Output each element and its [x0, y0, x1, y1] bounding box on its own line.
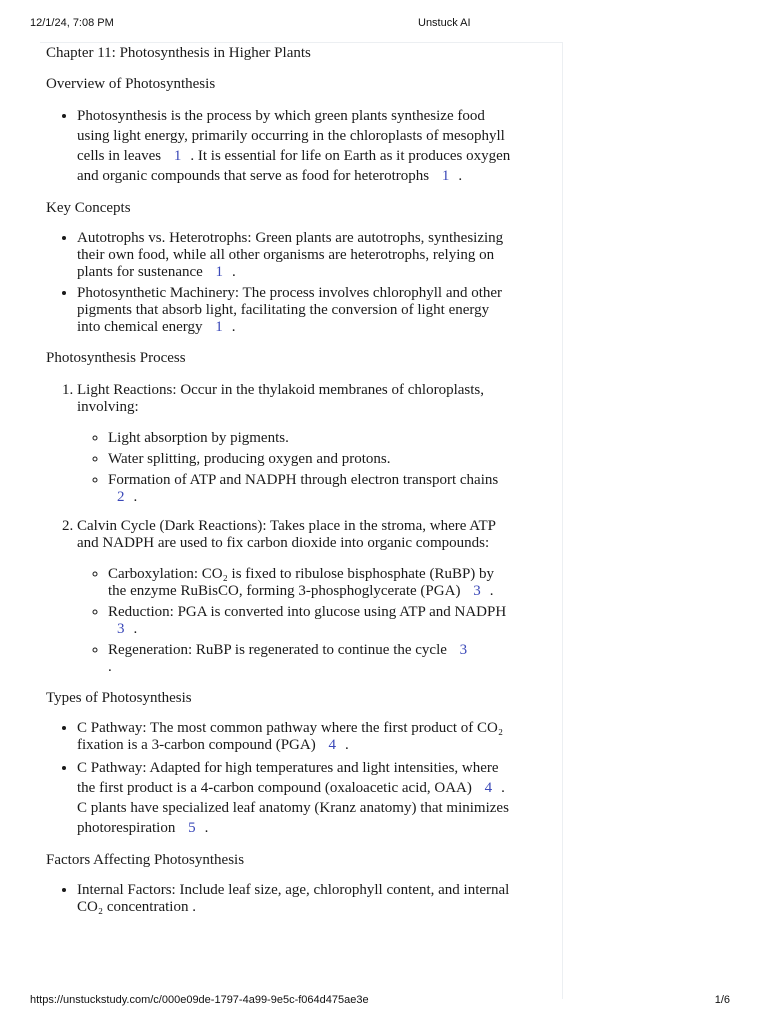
process-step-text: Light Reactions: Occur in the thylakoid membranes of chloroplasts, involving: — [77, 382, 484, 415]
sentence-end: . — [133, 621, 138, 637]
print-header — [30, 15, 738, 31]
process-substep-text: Regeneration: RuBP is regenerated to continue the cycle — [108, 642, 447, 658]
sentence-end: . — [344, 737, 349, 753]
print-date: 12/1/24, 7:08 PM — [30, 17, 114, 29]
overview-text-b: . It is essential for life on Earth as it produces oxygen and organic compounds that serve as food for heterotrophs — [77, 148, 511, 184]
process-substep — [108, 604, 516, 638]
process-step — [77, 518, 516, 676]
type-text: C Pathway: The most common pathway where the first product of CO₂ fixation is a 3-carbon compound (PGA) — [77, 720, 504, 753]
sentence-end: . — [458, 168, 463, 184]
chapter-title: Chapter 11: Photosynthesis in Higher Plants — [46, 45, 311, 61]
factors-list — [46, 882, 516, 916]
print-page-number: 1/6 — [714, 994, 730, 1006]
overview-list — [46, 106, 516, 186]
overview-text-a: Photosynthesis is the process by which green plants synthesize food using light energy, primarily occurring in the chloroplasts of mesophyll cells in leaves — [77, 108, 505, 164]
key-concept-item — [77, 285, 516, 336]
process-step-text: Calvin Cycle (Dark Reactions): Takes place in the stroma, where ATP and NADPH are used to fix carbon dioxide into organic compounds: — [77, 518, 496, 551]
overview-item — [77, 106, 516, 186]
citation-link[interactable]: 2 — [117, 489, 125, 505]
citation-link[interactable]: 3 — [117, 621, 125, 637]
process-substep-text: Carboxylation: CO₂ is fixed to ribulose bisphosphate (RuBP) by the enzyme RuBisCO, forming 3-phosphoglycerate (PGA) — [108, 566, 495, 599]
print-url: https://unstuckstudy.com/c/000e09de-1797-4a99-9e5c-f064d475ae3e — [30, 994, 369, 1006]
content-panel — [40, 42, 563, 999]
section-heading-overview: Overview of Photosynthesis — [46, 76, 216, 92]
print-page-title: Unstuck AI — [418, 17, 471, 29]
citation-link[interactable]: 3 — [473, 583, 481, 599]
section-heading-types: Types of Photosynthesis — [46, 690, 192, 706]
citation-link[interactable]: 4 — [328, 737, 336, 753]
sentence-end: . — [204, 820, 209, 836]
type-item — [77, 758, 516, 838]
type-text-b: . C plants have specialized leaf anatomy (Kranz anatomy) that minimizes photorespiration — [77, 780, 509, 836]
process-substep-text: Reduction: PGA is converted into glucose using ATP and NADPH — [108, 604, 507, 620]
citation-link[interactable]: 1 — [173, 148, 182, 164]
sentence-end: . — [133, 489, 138, 505]
citation-link[interactable]: 1 — [441, 168, 450, 184]
section-heading-factors: Factors Affecting Photosynthesis — [46, 852, 245, 868]
section-heading-key-concepts: Key Concepts — [46, 200, 131, 216]
key-concept-item — [77, 230, 516, 281]
key-concept-text: Autotrophs vs. Heterotrophs: Green plants are autotrophs, synthesizing their own food, while all other organisms are heterotrophs, relying on plants for sustenance — [77, 230, 504, 280]
citation-link[interactable]: 3 — [459, 642, 468, 658]
citation-link[interactable]: 4 — [484, 780, 493, 796]
sentence-end: . — [108, 659, 112, 675]
process-step — [77, 382, 516, 506]
print-footer — [30, 994, 738, 1010]
process-substep — [108, 642, 516, 676]
section-heading-process: Photosynthesis Process — [46, 350, 186, 366]
citation-link[interactable]: 1 — [215, 264, 224, 280]
process-substep-text: Formation of ATP and NADPH through electron transport chains — [108, 472, 499, 488]
process-substeps — [77, 430, 516, 506]
process-steps — [46, 382, 516, 676]
process-substep: ◦ Light absorption by pigments. — [108, 430, 516, 447]
citation-link[interactable]: 1 — [215, 319, 223, 335]
citation-link[interactable]: 5 — [188, 820, 196, 836]
process-substep — [108, 472, 516, 506]
type-item — [77, 720, 516, 754]
factor-item: • Internal Factors: Include leaf size, age, chlorophyll content, and internal CO₂ concentration . — [77, 882, 516, 916]
process-substep: ◦ Water splitting, producing oxygen and protons. — [108, 451, 516, 468]
key-concept-text: Photosynthetic Machinery: The process involves chlorophyll and other pigments that absorb light, facilitating the conversion of light energy into chemical energy — [77, 285, 503, 335]
sentence-end: . — [231, 319, 236, 335]
document-body — [46, 43, 516, 920]
sentence-end: . — [489, 583, 494, 599]
process-substep — [108, 566, 516, 600]
types-list — [46, 720, 516, 838]
process-substeps — [77, 566, 516, 676]
type-text-a: C Pathway: Adapted for high temperatures and light intensities, where the first product is a 4-carbon compound (oxaloacetic acid, OAA) — [77, 760, 499, 796]
key-concepts-list — [46, 230, 516, 336]
sentence-end: . — [232, 264, 236, 280]
